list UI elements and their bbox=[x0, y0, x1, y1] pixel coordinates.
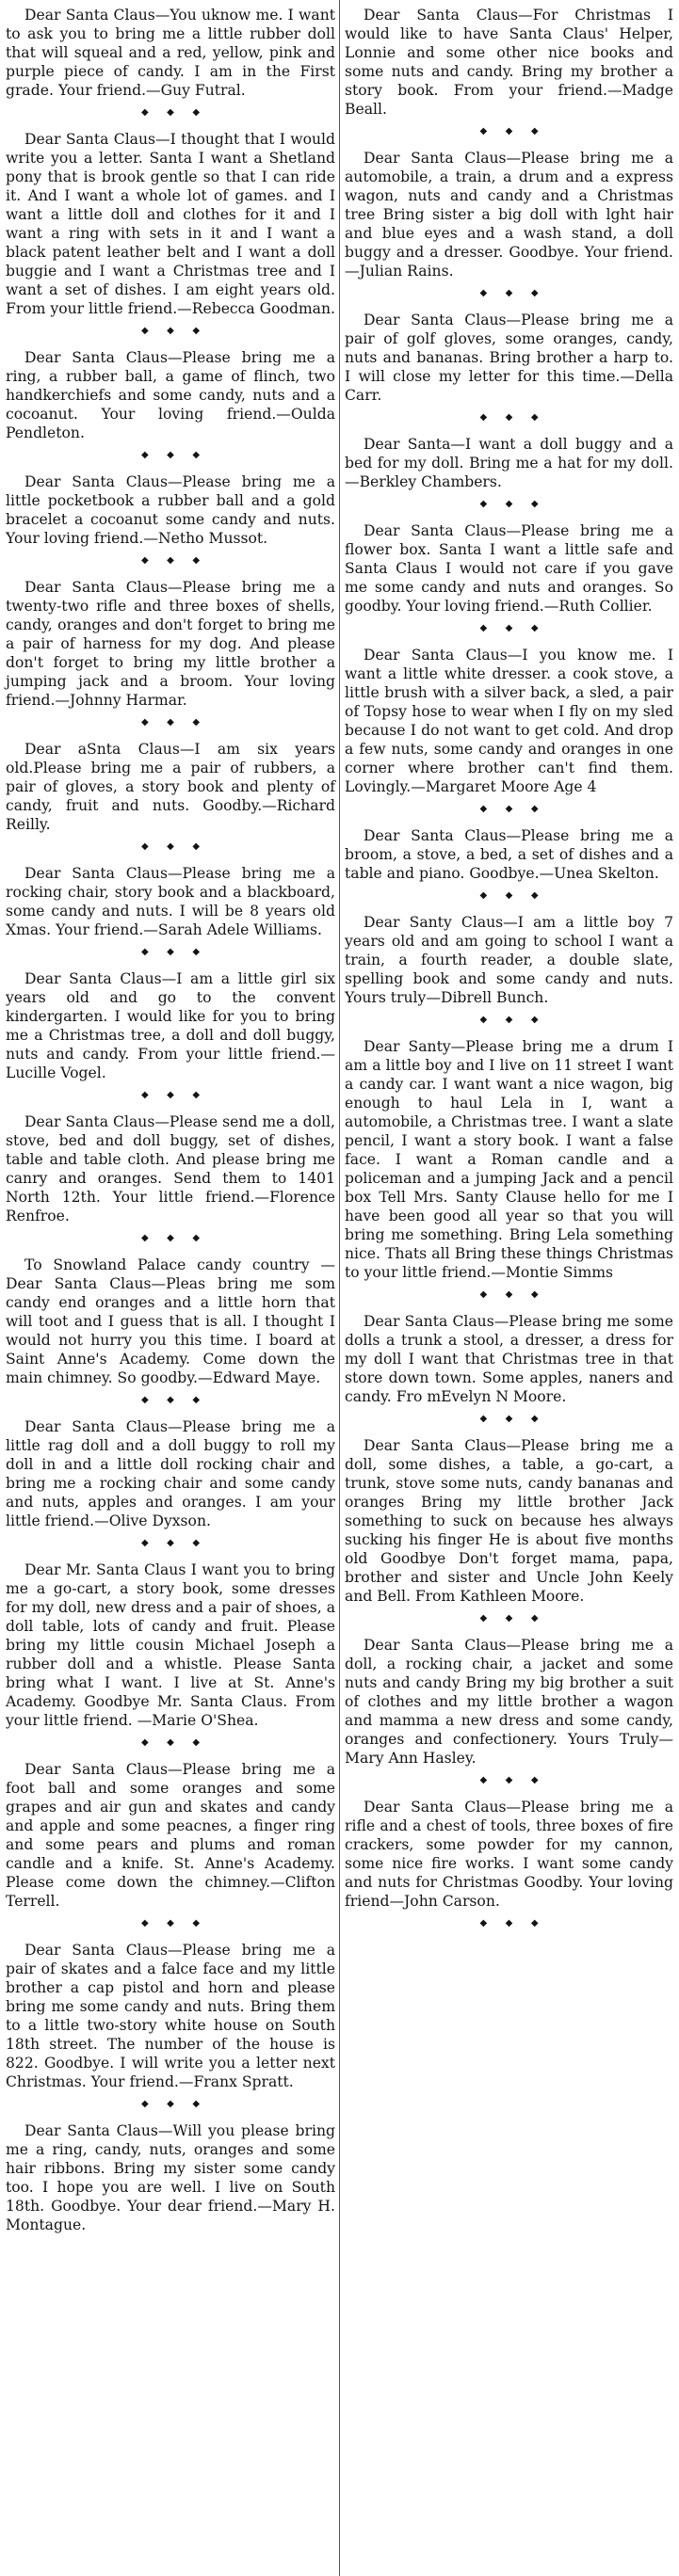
letter: Dear Santa Claus—Please bring me some dolls a trunk a stool, a dresser, a dress for my doll I want that Christmas tree in that store down town. Some apples, naners and candy. Fro mEvelyn N Moore. bbox=[345, 1313, 673, 1405]
letter: Dear Santa Claus—Please bring me a flower box. Santa I want a little safe and Santa Claus I would not care if you gave me some candy and nuts and oranges. So goodby. Your loving friend.—Ruth Collier. bbox=[345, 522, 673, 615]
letter: Dear Santy Claus—I am a little boy 7 years old and am going to school I want a train, a fourth reader, a double slate, spelling book and some candy and nuts. Yours truly—Dibrell Bunch. bbox=[345, 914, 673, 1006]
divider: ◆ ◆ ◆ bbox=[140, 326, 208, 336]
letter: Dear Santa Claus—Please send me a doll, stove, bed and doll buggy, set of dishes, table and table cloth. And please bring me canry and oranges. Send them to 1401 North 12th. Your little friend.—Florence Renfroe. bbox=[6, 1113, 335, 1224]
right-column bbox=[345, 6, 673, 1941]
letter: Dear Santa Claus—Will you please bring me a ring, candy, nuts, oranges and some hair ribbons. Bring my sister some candy too. I hope you are well. I live on South 18th. Goodbye. Your dear friend.—Mary H. Montague. bbox=[6, 2122, 335, 2233]
divider: ◆ ◆ ◆ bbox=[140, 1918, 208, 1928]
divider: ◆ ◆ ◆ bbox=[479, 288, 546, 298]
divider: ◆ ◆ ◆ bbox=[479, 1289, 546, 1300]
letter: Dear Santa Claus—Please bring me a doll, some dishes, a table, a go-cart, a trunk, stove some nuts, candy bananas and oranges Bring my little brother Jack something to suck on because hes always sucking his finger He is about five months old Goodbye Don't forget mama, papa, brother and sister and Uncle John Keely and Bell. From Kathleen Moore. bbox=[345, 1437, 673, 1605]
letter: Dear Santa Claus—Please bring me a rifle and a chest of tools, three boxes of fire crackers, some powder for my cannon, some nice fire works. I want some candy and nuts for Christmas Goodby. Your loving friend—John Carson. bbox=[345, 1799, 673, 1910]
divider: ◆ ◆ ◆ bbox=[479, 1775, 546, 1785]
divider: ◆ ◆ ◆ bbox=[140, 947, 208, 957]
divider: ◆ ◆ ◆ bbox=[140, 1538, 208, 1548]
letter: To Snowland Palace candy country —Dear Santa Claus—Pleas bring me som candy end oranges and a little horn that will toot and I guess that is all. I thought I would not hurry you this time. I board at Saint Anne's Academy. Come down the main chimney. So goodby.—Edward Maye. bbox=[6, 1256, 335, 1386]
letter: Dear Santa Claus—Please bring me a ring, a rubber ball, a game of flinch, two handkerchiefs and some candy, nuts and a cocoanut. Your loving friend.—Oulda Pendleton. bbox=[6, 349, 335, 441]
divider: ◆ ◆ ◆ bbox=[140, 107, 208, 118]
divider: ◆ ◆ ◆ bbox=[140, 1233, 208, 1243]
letter: Dear Santa Claus—I thought that I would write you a letter. Santa I want a Shetland pony that is brook gentle so that I can ride it. And I want a whole lot of games. and I want a little doll and clothes for it and I want a ring with sets in it and I want a black patent leather belt and I want a doll buggie and I want a Christmas tree and I want a set of dishes. I am eight years old. From your little friend.—Rebecca Goodman. bbox=[6, 131, 335, 317]
divider: ◆ ◆ ◆ bbox=[140, 1090, 208, 1100]
divider: ◆ ◆ ◆ bbox=[479, 1918, 546, 1928]
letter: Dear aSnta Claus—I am six years old.Please bring me a pair of rubbers, a pair of gloves, a story book and plenty of candy, fruit and nuts. Goodby.—Richard Reilly. bbox=[6, 741, 335, 833]
divider: ◆ ◆ ◆ bbox=[140, 1395, 208, 1405]
letter: Dear Santa Claus—Please bring me a automobile, a train, a drum and a express wagon, nuts and candy and a Christmas tree Bring sister a big doll with lght hair and blue eyes and a wash stand, a doll buggy and a dresser. Goodbye. Your friend.—Julian Rains. bbox=[345, 150, 673, 280]
divider: ◆ ◆ ◆ bbox=[479, 1613, 546, 1624]
divider: ◆ ◆ ◆ bbox=[140, 717, 208, 728]
divider: ◆ ◆ ◆ bbox=[140, 2099, 208, 2109]
divider: ◆ ◆ ◆ bbox=[479, 1414, 546, 1424]
divider: ◆ ◆ ◆ bbox=[479, 499, 546, 509]
letter: Dear Santa Claus—Please bring me a foot ball and some oranges and some grapes and air gun and skates and candy and apple and some peacnes, a finger ring and some pears and plums and roman candle and a knife. St. Anne's Academy. Please come down the chimney.—Clifton Terrell. bbox=[6, 1761, 335, 1910]
letter: Dear Santa Claus—For Christmas I would like to have Santa Claus' Helper, Lonnie and some other nice books and some nuts and candy. Bring my brother a story book. From your friend.—Madge Beall. bbox=[345, 7, 673, 118]
divider: ◆ ◆ ◆ bbox=[479, 412, 546, 423]
letter: Dear Santa Claus—I am a little girl six years old and go to the convent kindergarten. I would like for you to bring me a Christmas tree, a doll and doll buggy, nuts and candy. From your little friend.—Lucille Vogel. bbox=[6, 970, 335, 1081]
left-column bbox=[6, 6, 335, 2234]
letter: Dear Santa Claus—Please bring me a pair of skates and a falce face and my little brother a cap pistol and horn and please bring me some candy and nuts. Bring them to a little two-story white house on South 18th street. The number of the house is 822. Goodbye. I will write you a letter next Christmas. Your friend.—Franx Spratt. bbox=[6, 1942, 335, 2090]
divider: ◆ ◆ ◆ bbox=[479, 1015, 546, 1025]
letter: Dear Santa—I want a doll buggy and a bed for my doll. Bring me a hat for my doll.—Berkley Chambers. bbox=[345, 436, 673, 490]
divider: ◆ ◆ ◆ bbox=[140, 450, 208, 460]
letter: Dear Mr. Santa Claus I want you to bring me a go-cart, a story book, some dresses for my doll, new dress and a pair of shoes, a doll table, lots of candy and fruit. Please bring my little cousin Michael Joseph a rubber doll and a whistle. Please Santa bring what I want. I live at St. Anne's Academy. Goodbye Mr. Santa Claus. From your little friend. —Marie O'Shea. bbox=[6, 1561, 335, 1729]
letter: Dear Santa Claus—Please bring me a pair of golf gloves, some oranges, candy, nuts and bananas. Bring brother a harp to. I will close my letter for this time.—Della Carr. bbox=[345, 312, 673, 404]
letter: Dear Santa Claus—I you know me. I want a little white dresser. a cook stove, a little brush with a silver back, a sled, a pair of Topsy hose to wear when I fly on my sled because I do not want to get cold. And drop a few nuts, some candy and oranges in one corner where brother can't find them. Lovingly.—Margaret Moore Age 4 bbox=[345, 647, 673, 795]
letter: Dear Santa Claus—You uknow me. I want to ask you to bring me a little rubber doll that will squeal and a red, yellow, pink and purple piece of candy. I am in the First grade. Your friend.—Guy Futral. bbox=[6, 7, 335, 99]
divider: ◆ ◆ ◆ bbox=[479, 804, 546, 814]
divider: ◆ ◆ ◆ bbox=[140, 841, 208, 852]
divider: ◆ ◆ ◆ bbox=[479, 890, 546, 901]
divider: ◆ ◆ ◆ bbox=[140, 1737, 208, 1748]
column-rule bbox=[339, 0, 340, 2576]
letter: Dear Santa Claus—Please bring me a doll, a rocking chair, a jacket and some nuts and candy Bring my big brother a suit of clothes and my little brother a wagon and mamma a new dress and some candy, oranges and confectionery. Yours Truly—Mary Ann Hasley. bbox=[345, 1637, 673, 1767]
letter: Dear Santy—Please bring me a drum I am a little boy and I live on 11 street I want a candy car. I want want a nice wagon, big enough to haul Lela in I, want a automobile, a Christmas tree. I want a slate pencil, I want a story book. I want a false face. I want a Roman candle and a policeman and a jumping Jack and a pencil box Tell Mrs. Santy Clause hello for me I have been good all year so that you will bring me something. Bring Lela something nice. Thats all Bring these things Christmas to your little friend.—Montie Simms bbox=[345, 1038, 673, 1281]
letter: Dear Santa Claus—Please bring me a little rag doll and a doll buggy to roll my doll in and a little doll rocking chair and bring me a rocking chair and some candy and nuts, apples and oranges. I am your little friend.—Olive Dyxson. bbox=[6, 1418, 335, 1529]
letter: Dear Santa Claus—Please bring me a broom, a stove, a bed, a set of dishes and a table and piano. Goodbye.—Unea Skelton. bbox=[345, 827, 673, 882]
letter: Dear Santa Claus—Please bring me a rocking chair, story book and a blackboard, some candy and nuts. I will be 8 years old Xmas. Your friend.—Sarah Adele Williams. bbox=[6, 865, 335, 938]
letter: Dear Santa Claus—Please bring me a twenty-two rifle and three boxes of shells, candy, oranges and don't forget to bring me a pair of harness for my dog. And please don't forget to bring my little brother a jumping jack and a broom. Your loving friend.—Johnny Harmar. bbox=[6, 579, 335, 709]
divider: ◆ ◆ ◆ bbox=[140, 555, 208, 566]
letter: Dear Santa Claus—Please bring me a little pocketbook a rubber ball and a gold bracelet a cocoanut some candy and nuts. Your loving friend.—Netho Mussot. bbox=[6, 473, 335, 547]
divider: ◆ ◆ ◆ bbox=[479, 126, 546, 136]
divider: ◆ ◆ ◆ bbox=[479, 623, 546, 633]
